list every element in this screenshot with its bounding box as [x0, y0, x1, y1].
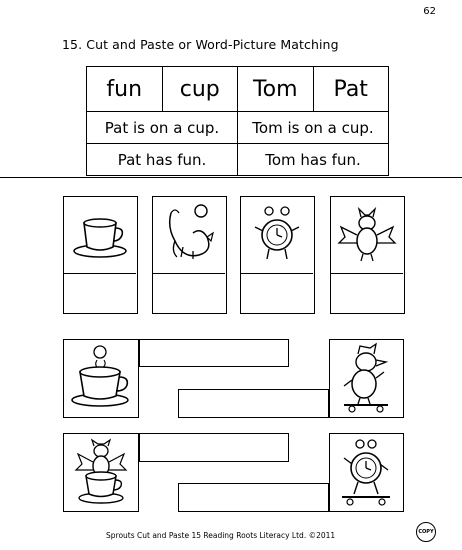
- tom-skateboarding-icon: [330, 434, 402, 510]
- tom-clock-icon: [241, 197, 313, 271]
- picture-card-cat[interactable]: [152, 196, 227, 314]
- teacup-icon: [64, 197, 136, 271]
- bat-on-cup-icon: [64, 434, 137, 510]
- page-title: 15. Cut and Paste or Word-Picture Matching: [62, 37, 339, 52]
- answer-strip[interactable]: [178, 483, 329, 512]
- sentence-cell: Pat has fun.: [87, 144, 238, 176]
- sentence-cell: Tom is on a cup.: [238, 112, 389, 144]
- word-cell-tom: Tom: [238, 67, 314, 112]
- match-left-card-1[interactable]: [63, 339, 139, 418]
- picture-card-pat[interactable]: [330, 196, 405, 314]
- footer-credit: Sprouts Cut and Paste 15 Reading Roots Literacy Ltd. ©2011: [106, 531, 336, 540]
- skateboarding-bird-icon: [330, 340, 402, 416]
- match-right-card-1[interactable]: [329, 339, 404, 418]
- steaming-cup-icon: [64, 340, 137, 416]
- picture-card-cup[interactable]: [63, 196, 138, 314]
- answer-strip[interactable]: [139, 433, 289, 462]
- sentence-cell: Pat is on a cup.: [87, 112, 238, 144]
- answer-strip[interactable]: [178, 389, 329, 418]
- sentence-cell: Tom has fun.: [238, 144, 389, 176]
- card-divider: [241, 273, 313, 274]
- card-divider: [153, 273, 225, 274]
- word-cell-cup: cup: [162, 67, 238, 112]
- word-cell-fun: fun: [87, 67, 163, 112]
- pat-bat-icon: [331, 197, 403, 271]
- page-number: 62: [423, 6, 436, 17]
- answer-strip[interactable]: [139, 339, 289, 367]
- card-divider: [331, 273, 403, 274]
- picture-card-tom[interactable]: [240, 196, 315, 314]
- copy-badge-icon: COPY: [416, 522, 436, 542]
- match-left-card-2[interactable]: [63, 433, 139, 512]
- card-divider: [64, 273, 136, 274]
- cat-with-ball-icon: [153, 197, 225, 271]
- match-right-card-2[interactable]: [329, 433, 404, 512]
- cut-line: [0, 177, 462, 178]
- word-cell-pat: Pat: [313, 67, 389, 112]
- word-table: [86, 66, 389, 176]
